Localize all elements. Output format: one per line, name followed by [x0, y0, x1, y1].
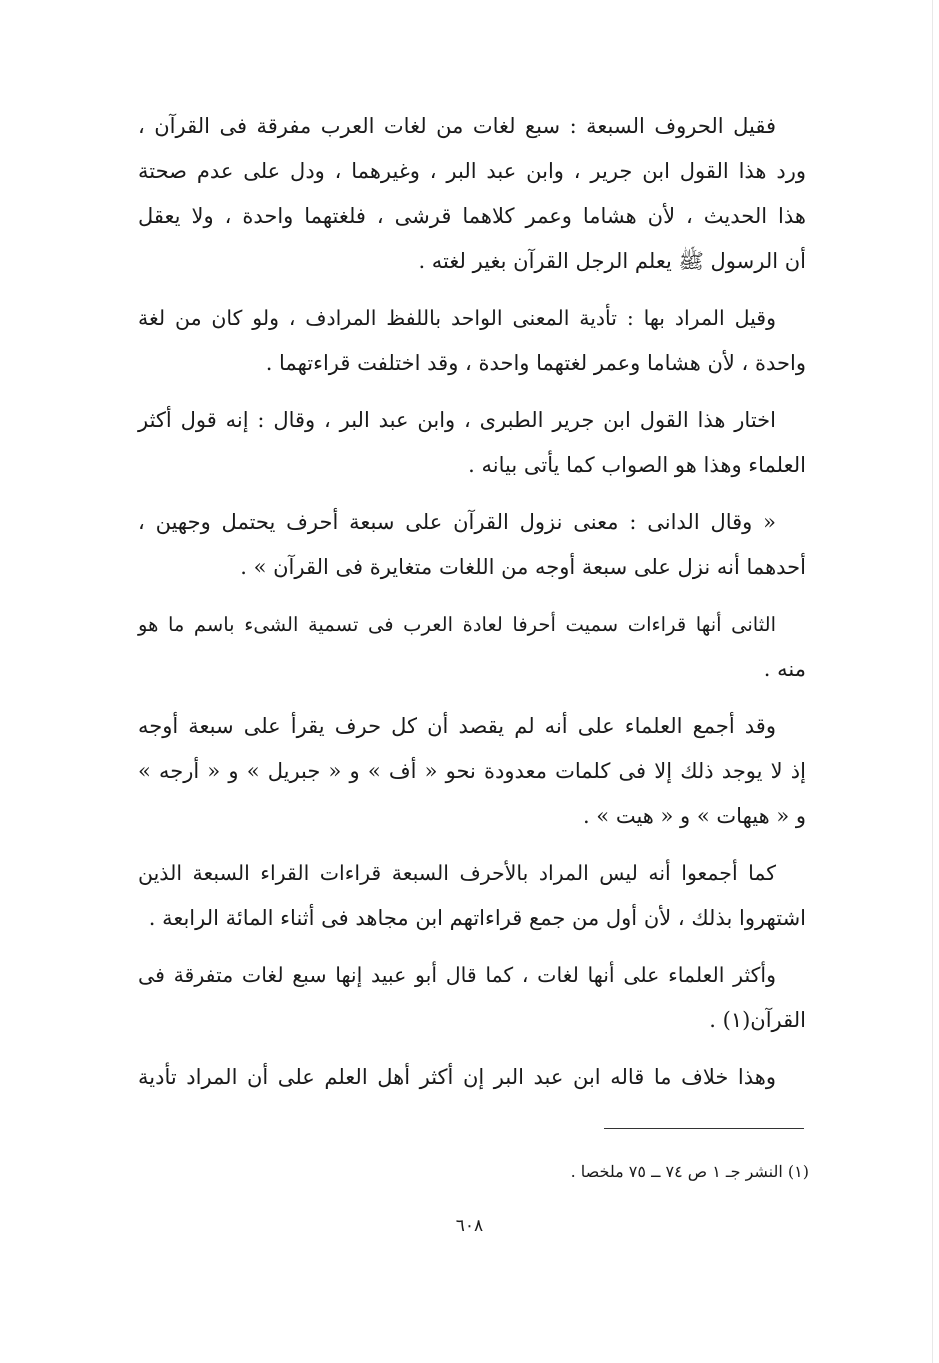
page-number: ٦٠٨ — [455, 1216, 484, 1236]
text-line: اختار هذا القول ابن جرير الطبرى ، وابن عبد البر ، وقال : إنه قول أكثر — [138, 408, 776, 432]
text-line: وقيل المراد بها : تأدية المعنى الواحد باللفظ المرادف ، ولو كان من لغة — [138, 306, 776, 330]
text-line: أن الرسول ﷺ يعلم الرجل القرآن بغير لغته . — [418, 249, 806, 273]
paragraph-8 — [138, 953, 806, 1043]
body-text — [138, 104, 806, 1112]
text-line: وأكثر العلماء على أنها لغات ، كما قال أبو عبيد إنها سبع لغات متفرقة فى — [138, 963, 776, 987]
text-line: الثانى أنها قراءات سميت أحرفا لعادة العرب فى تسمية الشىء باسم ما هو — [138, 613, 776, 636]
text-line: إذ لا يوجد ذلك إلا فى كلمات معدودة نحو « أف » و « جبريل » و « أرجه » — [138, 759, 806, 783]
paragraph-5 — [138, 602, 806, 692]
text-line: منه . — [763, 657, 806, 681]
text-line: واحدة ، لأن هشاما وعمر لغتهما واحدة ، وقد اختلفت قراءتهما . — [265, 351, 806, 375]
text-line: هذا الحديث ، لأن هشاما وعمر كلاهما قرشى ، فلغتهما واحدة ، ولا يعقل — [138, 204, 806, 228]
text-line: و « هيهات » و « هيت » . — [582, 804, 806, 828]
text-line: وقد أجمع العلماء على أنه لم يقصد أن كل حرف يقرأ على سبعة أوجه — [138, 714, 776, 738]
paragraph-7 — [138, 851, 806, 941]
paragraph-4 — [138, 500, 806, 590]
text-line: اشتهروا بذلك ، لأن أول من جمع قراءاتهم ابن مجاهد فى أثناء المائة الرابعة . — [148, 906, 806, 930]
text-line: العلماء وهذا هو الصواب كما يأتى بيانه . — [468, 453, 806, 477]
text-line: كما أجمعوا أنه ليس المراد بالأحرف السبعة قراءات القراء السبعة الذين — [138, 861, 776, 885]
text-line: فقيل الحروف السبعة : سبع لغات من لغات العرب مفرقة فى القرآن ، — [138, 114, 776, 138]
footnote-divider — [604, 1128, 804, 1129]
footnote: (١) النشر جـ ١ ص ٧٤ ــ ٧٥ ملخصا . — [570, 1162, 809, 1181]
paragraph-6 — [138, 704, 806, 839]
paragraph-3 — [138, 398, 806, 488]
text-line: وهذا خلاف ما قاله ابن عبد البر إن أكثر أهل العلم على أن المراد تأدية — [138, 1065, 776, 1089]
page-edge — [932, 0, 933, 1363]
text-line: ورد هذا القول ابن جرير ، وابن عبد البر ، وغيرهما ، ودل على عدم صحتة — [138, 159, 806, 183]
text-line: أحدهما أنه نزل على سبعة أوجه من اللغات متغايرة فى القرآن » . — [240, 555, 806, 579]
text-line: « وقال الدانى : معنى نزول القرآن على سبعة أحرف يحتمل وجهين ، — [138, 510, 776, 534]
paragraph-2 — [138, 296, 806, 386]
paragraph-1 — [138, 104, 806, 284]
paragraph-9 — [138, 1055, 806, 1100]
text-line: القرآن(١) . — [709, 1008, 806, 1032]
